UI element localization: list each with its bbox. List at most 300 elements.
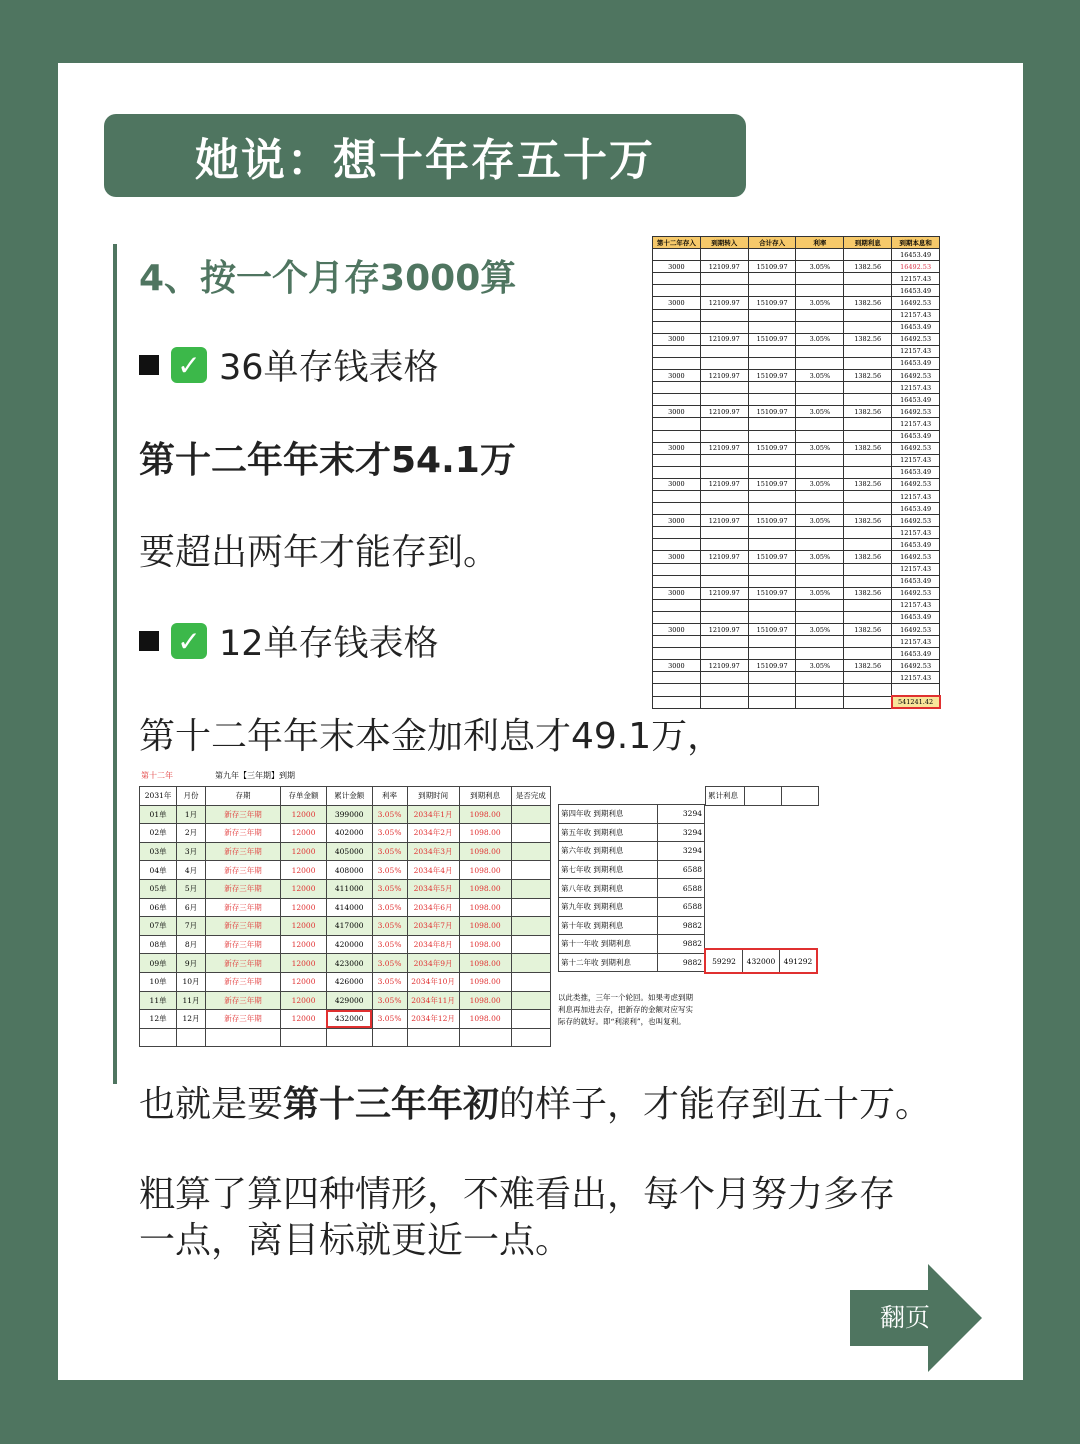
table-cell: 5月 [177,879,206,898]
table-cell [700,503,748,515]
table-cell: 2月 [177,824,206,843]
table-cell [844,382,892,394]
result-12: 第十二年年末本金加利息才49.1万， [139,716,724,757]
bullet-12-plan [139,616,439,666]
result-36: 第十二年年末才54.1万 [139,440,516,481]
table-row [559,842,705,861]
conclusion-part-c: 的样子，才能存到五十万。 [499,1084,932,1125]
table-cell [511,861,550,880]
table-cell: 16492.53 [892,333,940,345]
table-cell: 16492.53 [892,660,940,672]
table-cell: 1098.00 [459,824,511,843]
table-row [653,261,940,273]
table-cell: 1382.56 [844,660,892,672]
table-cell: 15109.97 [748,406,796,418]
table-cell: 16453.49 [892,503,940,515]
table-cell: 9882 [658,935,705,954]
conclusion-emphasis: 第十三年年初 [283,1084,500,1125]
table-cell [748,249,796,261]
table-cell: 12157.43 [892,273,940,285]
table-cell: 16492.53 [892,478,940,490]
table-cell [844,418,892,430]
table-cell: 2034年4月 [407,861,459,880]
table-cell [459,1028,511,1047]
table-cell: 第十年收 到期利息 [559,916,658,935]
table-cell [700,454,748,466]
arrow-right-icon [928,1264,982,1372]
table-cell: 16453.49 [892,357,940,369]
sheet12-note: 以此类推，三年一个轮回。如果考虑到期利息再加进去存，把新存的金额对应写实际存的就好。即“利滚利”，也叫复利。 [558,993,693,1026]
table-cell [748,273,796,285]
table-cell: 3.05% [372,861,407,880]
table-cell: 02单 [140,824,177,843]
table-cell: 15109.97 [748,370,796,382]
table-cell [700,345,748,357]
conclusion-part-a: 也就是要 [139,1084,284,1125]
table-cell [653,539,701,551]
table-cell [796,394,844,406]
table-cell [700,430,748,442]
table-cell: 12109.97 [700,624,748,636]
table-cell: 429000 [326,991,372,1010]
table-cell [748,503,796,515]
column-header: 存单金额 [281,787,327,806]
table-cell: 12000 [281,898,327,917]
table-cell [796,575,844,587]
table-cell: 3000 [653,406,701,418]
table-cell [511,842,550,861]
table-cell [700,357,748,369]
table-cell: 2034年9月 [407,954,459,973]
table-cell: 9882 [658,916,705,935]
table-cell: 3000 [653,333,701,345]
table-cell [653,345,701,357]
next-page-button[interactable] [850,1264,982,1372]
table-cell [796,599,844,611]
table-cell [796,636,844,648]
table-row [140,935,551,954]
table-row [653,273,940,285]
table-cell [844,611,892,623]
table-cell: 16492.53 [892,587,940,599]
table-cell [748,382,796,394]
table-cell [748,454,796,466]
table-cell: 新存三年期 [205,879,280,898]
table-cell: 1098.00 [459,954,511,973]
table-cell: 15109.97 [748,297,796,309]
table-cell [796,309,844,321]
table-cell [653,527,701,539]
table-cell: 10单 [140,972,177,991]
table-cell: 3000 [653,261,701,273]
column-header: 2031年 [140,787,177,806]
table-cell: 12109.97 [700,442,748,454]
table-row [653,684,940,696]
table-cell [511,824,550,843]
table-cell [700,418,748,430]
table-row [140,972,551,991]
table-cell: 16492.53 [892,297,940,309]
table-cell: 3000 [653,370,701,382]
bullet-36-plan [139,340,439,390]
table-row [140,1028,551,1047]
table-cell [700,309,748,321]
table-cell: 2034年3月 [407,842,459,861]
table-cell [700,249,748,261]
table-cell: 3.05% [796,442,844,454]
table-cell: 3.05% [372,1010,407,1029]
table-cell: 2034年8月 [407,935,459,954]
table-cell [511,917,550,936]
table-row [653,285,940,297]
table-cell [653,430,701,442]
table-cell [140,1028,177,1047]
table-cell: 新存三年期 [205,842,280,861]
table-cell: 3.05% [796,297,844,309]
table-cell: 11月 [177,991,206,1010]
table-cell [796,539,844,551]
table-row [653,370,940,382]
table-cell [748,490,796,502]
table-cell: 12000 [281,879,327,898]
table-row [653,503,940,515]
table-cell: 12109.97 [700,515,748,527]
column-header: 利率 [372,787,407,806]
table-cell [796,672,844,684]
table-cell: 新存三年期 [205,898,280,917]
sheet-caption-cycle: 第九年【三年期】到期 [215,771,295,780]
table-cell: 1382.56 [844,587,892,599]
table-cell: 423000 [326,954,372,973]
table-cell [700,575,748,587]
table-row [653,357,940,369]
table-cell [844,309,892,321]
table-cell: 15109.97 [748,551,796,563]
table-cell: 12109.97 [700,587,748,599]
column-header: 到期利息 [844,237,892,249]
table-cell: 12157.43 [892,527,940,539]
section-heading: 4、按一个月存3000算 [139,258,517,299]
table-row [653,527,940,539]
table-cell [796,285,844,297]
table-cell: 405000 [326,842,372,861]
table-cell [700,321,748,333]
table-cell: 6588 [658,897,705,916]
table-cell: 1098.00 [459,972,511,991]
table-cell [407,1028,459,1047]
table-cell [844,357,892,369]
table-cell: 08单 [140,935,177,954]
table-row [653,648,940,660]
table-cell: 12157.43 [892,309,940,321]
table-row [140,954,551,973]
table-cell [372,1028,407,1047]
table-cell: 12000 [281,935,327,954]
table-cell: 1月 [177,805,206,824]
table-cell [748,648,796,660]
table-cell [748,418,796,430]
table-cell [700,599,748,611]
table-cell [653,636,701,648]
table-cell: 3.05% [796,406,844,418]
table-cell [511,972,550,991]
column-header: 存期 [205,787,280,806]
table-cell: 03单 [140,842,177,861]
table-row [653,466,940,478]
table-cell: 15109.97 [748,587,796,599]
table-cell [748,527,796,539]
table-cell: 12109.97 [700,297,748,309]
table-row [653,515,940,527]
table-cell [653,648,701,660]
table-cell: 新存三年期 [205,954,280,973]
sheet36-table [652,236,940,709]
table-row [653,406,940,418]
bullet-label: 36单存钱表格 [219,348,439,388]
table-cell: 16492.53 [892,261,940,273]
table-cell: 第五年收 到期利息 [559,823,658,842]
table-cell [653,684,701,696]
table-cell: 07单 [140,917,177,936]
table-cell: 16453.49 [892,430,940,442]
column-header: 到期转入 [700,237,748,249]
column-header: 到期本息和 [892,237,940,249]
table-cell: 3.05% [372,917,407,936]
table-cell [844,648,892,660]
table-cell: 16492.53 [892,442,940,454]
table-row [653,672,940,684]
table-cell [748,611,796,623]
table-cell: 15109.97 [748,478,796,490]
table-cell: 3000 [653,478,701,490]
table-cell: 15109.97 [748,624,796,636]
table-cell [796,418,844,430]
table-row [140,861,551,880]
table-cell: 411000 [326,879,372,898]
table-cell [748,345,796,357]
table-cell: 1098.00 [459,935,511,954]
table-row [140,991,551,1010]
table-row [559,805,705,824]
table-cell: 1382.56 [844,551,892,563]
table-row [653,490,940,502]
table-cell: 16492.53 [892,551,940,563]
table-cell: 3294 [658,823,705,842]
table-cell: 新存三年期 [205,805,280,824]
table-cell: 15109.97 [748,261,796,273]
table-cell: 12000 [281,972,327,991]
table-cell [844,273,892,285]
table-cell: 3.05% [796,515,844,527]
table-cell: 第十二年收 到期利息 [559,953,658,972]
bullet-label: 12单存钱表格 [219,624,439,664]
table-cell [653,696,701,708]
table-row [653,563,940,575]
table-cell [844,321,892,333]
table-cell [748,696,796,708]
table-cell [177,1028,206,1047]
table-row [653,321,940,333]
table-cell: 402000 [326,824,372,843]
table-cell [796,273,844,285]
table-cell [796,503,844,515]
table-cell [653,357,701,369]
table-cell [796,696,844,708]
table-cell: 04单 [140,861,177,880]
sum-principal: 432000 [743,950,780,972]
table-cell: 12109.97 [700,478,748,490]
table-cell: 3.05% [796,261,844,273]
table-cell [748,636,796,648]
table-cell: 16453.49 [892,394,940,406]
table-cell: 3000 [653,660,701,672]
table-row [653,624,940,636]
table-cell: 4月 [177,861,206,880]
table-cell [796,430,844,442]
table-cell [511,879,550,898]
table-row [140,917,551,936]
table-row [653,394,940,406]
table-cell [844,599,892,611]
table-cell: 12157.43 [892,345,940,357]
table-cell: 16453.49 [892,466,940,478]
table-cell: 12157.43 [892,599,940,611]
table-cell: 541241.42 [892,696,940,708]
table-cell: 1382.56 [844,370,892,382]
spreadsheet-36-plan [652,236,940,709]
table-cell [511,1028,550,1047]
table-cell [748,539,796,551]
table-cell [653,394,701,406]
table-cell: 3000 [653,442,701,454]
table-cell: 3.05% [796,478,844,490]
table-cell: 6月 [177,898,206,917]
table-cell [844,636,892,648]
table-cell [748,684,796,696]
table-cell: 408000 [326,861,372,880]
table-cell [748,575,796,587]
table-cell [653,503,701,515]
result-36-note: 要超出两年才能存到。 [139,532,500,573]
table-row [653,575,940,587]
table-row [653,660,940,672]
table-cell [700,490,748,502]
table-cell: 第八年收 到期利息 [559,879,658,898]
sum-total: 491292 [783,956,813,966]
table-cell: 12109.97 [700,333,748,345]
table-cell: 1382.56 [844,442,892,454]
table-cell [700,382,748,394]
table-cell: 第六年收 到期利息 [559,842,658,861]
table-cell [700,394,748,406]
sum-interest: 59292 [706,950,743,972]
table-cell: 1098.00 [459,805,511,824]
sum-header-cell: 累计利息 [706,787,745,806]
table-cell: 3.05% [796,624,844,636]
table-cell: 3000 [653,587,701,599]
table-cell: 1098.00 [459,879,511,898]
table-cell [844,575,892,587]
table-cell: 2034年11月 [407,991,459,1010]
table-cell: 16492.53 [892,406,940,418]
table-cell: 2034年5月 [407,879,459,898]
table-cell: 3.05% [372,824,407,843]
table-cell: 新存三年期 [205,972,280,991]
table-cell [748,563,796,575]
table-cell: 06单 [140,898,177,917]
table-cell: 第九年收 到期利息 [559,897,658,916]
table-row [653,418,940,430]
table-cell: 399000 [326,805,372,824]
table-cell: 9月 [177,954,206,973]
table-cell [653,249,701,261]
table-cell: 16492.53 [892,515,940,527]
table-cell: 414000 [326,898,372,917]
table-cell: 09单 [140,954,177,973]
column-header: 月份 [177,787,206,806]
table-cell: 3000 [653,297,701,309]
table-cell: 16453.49 [892,285,940,297]
table-cell: 第四年收 到期利息 [559,805,658,824]
table-cell: 12月 [177,1010,206,1029]
table-cell: 12109.97 [700,406,748,418]
table-cell: 新存三年期 [205,824,280,843]
table-cell: 2034年2月 [407,824,459,843]
table-cell: 2034年1月 [407,805,459,824]
table-cell: 12000 [281,861,327,880]
table-header-row [653,237,940,249]
column-header: 是否完成 [511,787,550,806]
table-row [140,1010,551,1029]
column-header: 第十二年存入 [653,237,701,249]
table-cell: 3.05% [372,879,407,898]
table-cell: 12000 [281,954,327,973]
table-cell [748,430,796,442]
table-row [559,935,705,954]
table-cell [844,696,892,708]
table-cell: 3.05% [372,898,407,917]
table-cell: 16492.53 [892,624,940,636]
table-row [653,599,940,611]
table-cell: 12单 [140,1010,177,1029]
page-title: 她说：想十年存五十万 [195,134,655,186]
table-cell: 6588 [658,879,705,898]
table-cell [511,898,550,917]
sheet12-main-table [139,786,551,1047]
table-cell: 2034年6月 [407,898,459,917]
table-cell: 12157.43 [892,563,940,575]
table-cell: 417000 [326,917,372,936]
table-row [653,442,940,454]
conclusion-line [139,1076,931,1127]
table-cell [700,672,748,684]
table-cell: 1098.00 [459,1010,511,1029]
table-row [140,879,551,898]
table-cell [326,1028,372,1047]
table-row [653,309,940,321]
table-cell [844,466,892,478]
table-cell [511,954,550,973]
table-cell: 12000 [281,991,327,1010]
table-cell [653,273,701,285]
table-cell: 新存三年期 [205,935,280,954]
table-cell: 新存三年期 [205,861,280,880]
table-cell: 1382.56 [844,624,892,636]
table-cell [700,636,748,648]
table-cell: 3.05% [372,972,407,991]
table-cell [511,991,550,1010]
table-cell [653,672,701,684]
